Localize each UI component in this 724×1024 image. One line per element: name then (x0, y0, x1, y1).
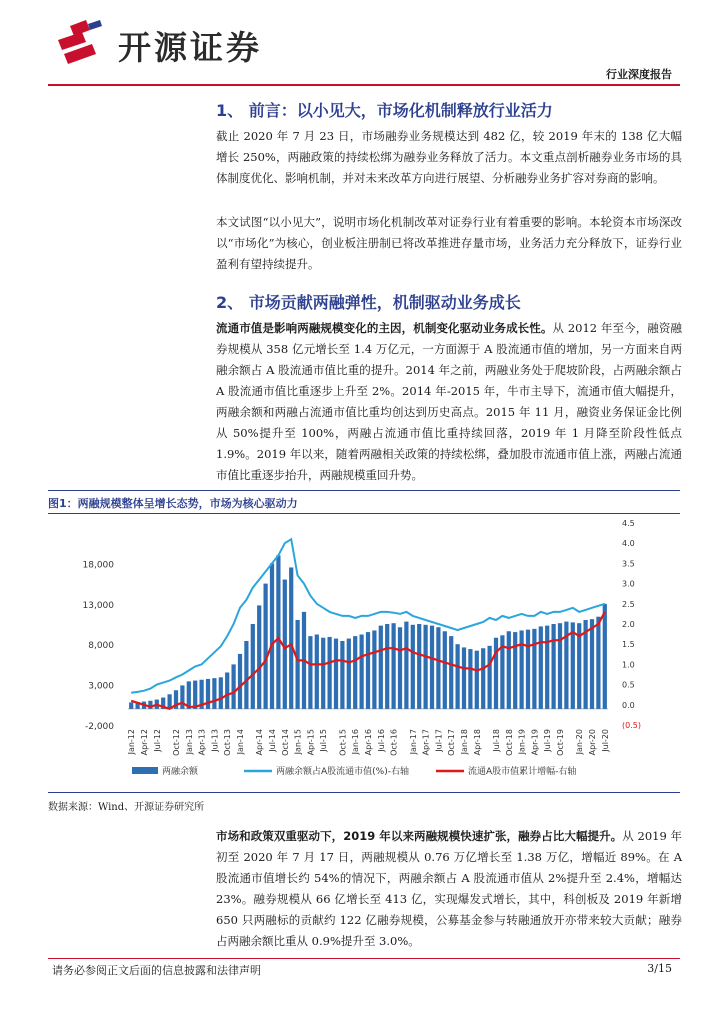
right-axis-tick-label: 1.0 (622, 660, 635, 670)
logo-text: 开源证券 (118, 28, 262, 67)
bar-margin-balance (513, 632, 517, 709)
bar-margin-balance (129, 702, 133, 708)
bar-margin-balance (475, 651, 479, 709)
left-axis-tick-label: 8,000 (88, 641, 114, 652)
x-axis-tick-label: Oct-17 (447, 729, 457, 756)
bar-margin-balance (532, 629, 536, 709)
bar-margin-balance (487, 646, 491, 709)
bar-margin-balance (462, 647, 466, 708)
bar-margin-balance (263, 584, 267, 709)
right-axis-tick-label: 2.5 (622, 599, 635, 609)
bar-margin-balance (545, 626, 549, 709)
right-axis-tick-label: 3.5 (622, 559, 635, 569)
footer-rule (48, 958, 680, 959)
right-axis-tick-label: 4.0 (622, 539, 635, 549)
bar-margin-balance (347, 639, 351, 709)
x-axis-tick-label: Oct-19 (556, 729, 565, 756)
x-axis-tick-label: Apr-16 (364, 729, 373, 756)
bar-margin-balance (411, 625, 415, 709)
x-axis-tick-label: Jul-12 (152, 729, 162, 752)
bar-margin-balance (334, 639, 338, 709)
x-axis-tick-label: Jan-19 (517, 729, 527, 755)
bar-margin-balance (276, 555, 280, 709)
paragraph-4-body: 从 2019 年初至 2020 年 7 月 17 日，两融规模从 0.76 万亿增长至 1.38 万亿，增幅近 89%。在 A 股流通市值增长约 54%的情况下，两融余额占 A 股流通市值从 2%提升至 2.4%，增幅达 23%。融券规模从 66 亿增长至 413 亿，实现爆发式增长，其中，科创板及 2019 年新增 650 只两融标的贡献约 122 亿融券规模，公募基金参与转融通放开亦带来较大贡献；融券占两融余额比重从 0.9%提升至 3.0%。 (216, 829, 682, 948)
bar-margin-balance (379, 626, 383, 709)
x-axis-tick-label: Jul-13 (210, 729, 220, 752)
x-axis-tick-label: Oct-12 (172, 729, 181, 756)
bar-margin-balance (596, 617, 600, 709)
left-axis-tick-label: 3,000 (88, 681, 114, 692)
x-axis-tick-label: Jan-14 (236, 729, 245, 755)
bar-margin-balance (340, 641, 344, 709)
right-axis-tick-label: 4.5 (622, 519, 635, 528)
bar-margin-balance (270, 563, 274, 708)
x-axis-tick-label: Apr-12 (140, 729, 149, 756)
x-axis-tick-label: Jul-19 (543, 729, 553, 752)
bar-margin-balance (468, 649, 472, 709)
paragraph-4-lead: 市场和政策双重驱动下，2019 年以来两融规模快速扩张，融券占比大幅提升。 (216, 829, 623, 843)
x-axis-tick-label: Jul-17 (434, 729, 444, 752)
x-axis-tick-label: Apr-13 (197, 729, 207, 756)
bar-margin-balance (404, 622, 408, 709)
x-axis-tick-label: Oct-14 (280, 729, 290, 756)
bar-margin-balance (455, 644, 459, 709)
bar-margin-balance (193, 681, 197, 709)
right-axis-tick-label: 2.0 (622, 620, 635, 629)
bar-margin-balance (308, 636, 312, 709)
bar-margin-balance (231, 664, 235, 708)
figure-bottom-rule (48, 792, 680, 793)
x-axis-tick-label: Apr-19 (530, 729, 540, 756)
x-axis-tick-label: Jan-17 (408, 729, 418, 755)
bar-margin-balance (327, 637, 331, 709)
bar-margin-balance (507, 631, 511, 709)
x-axis-tick-label: Jul-15 (319, 729, 329, 752)
bar-margin-balance (423, 625, 427, 709)
bar-margin-balance (481, 648, 485, 709)
paragraph-3 (216, 318, 682, 486)
bar-margin-balance (225, 672, 229, 708)
header-rule (48, 84, 680, 86)
paragraph-3-lead: 流通市值是影响两融规模变化的主因，机制变化驱动业务成长性。 (216, 321, 553, 335)
bar-margin-balance (359, 635, 363, 709)
x-axis-tick-label: Jan-15 (293, 729, 303, 755)
legend-swatch-bar (132, 767, 158, 774)
x-axis-tick-label: Jan-12 (127, 729, 137, 755)
bar-margin-balance (180, 685, 184, 708)
left-axis-tick-label: 18,000 (82, 560, 114, 571)
right-axis-tick-label: (0.5) (622, 721, 641, 730)
bar-margin-balance (372, 630, 376, 708)
left-axis-tick-label: 13,000 (82, 600, 114, 611)
bar-margin-balance (519, 630, 523, 708)
bar-margin-balance (244, 641, 248, 709)
bar-margin-balance (385, 624, 389, 709)
figure-source: 数据来源：Wind、开源证券研究所 (48, 802, 205, 813)
x-axis-tick-label: Jul-20 (600, 729, 610, 752)
x-axis-tick-label: Oct-16 (389, 729, 399, 756)
chart (48, 515, 648, 795)
paragraph-4 (216, 826, 682, 952)
bar-margin-balance (238, 654, 242, 709)
x-axis-tick-label: Jul-18 (492, 729, 501, 752)
footer-disclaimer: 请务必参阅正文后面的信息披露和法律声明 (52, 964, 261, 977)
bar-margin-balance (391, 623, 395, 709)
x-axis-tick-label: Oct-13 (223, 729, 233, 756)
bar-margin-balance (289, 567, 293, 708)
x-axis-tick-label: Jan-18 (460, 729, 469, 755)
right-axis-tick-label: 0.5 (622, 680, 635, 690)
bar-margin-balance (436, 627, 440, 709)
left-axis-tick-label: -2,000 (84, 722, 114, 732)
bar-margin-balance (551, 624, 555, 709)
bar-margin-balance (449, 636, 453, 709)
right-axis-tick-label: 1.5 (622, 640, 635, 650)
figure-title: 图1：两融规模整体呈增长态势，市场为核心驱动力 (48, 497, 298, 510)
section-2-title: 2、 市场贡献两融弹性，机制驱动业务成长 (216, 293, 521, 312)
bar-margin-balance (443, 631, 447, 709)
logo-mark-icon (52, 18, 108, 68)
bar-margin-balance (603, 604, 607, 709)
bar-margin-balance (539, 626, 543, 708)
bar-margin-balance (430, 626, 434, 709)
figure-top-rule (48, 490, 680, 491)
bar-margin-balance (571, 622, 575, 708)
x-axis-tick-label: Jul-16 (376, 729, 386, 752)
x-axis-tick-label: Jul-14 (268, 729, 277, 752)
bar-margin-balance (295, 620, 299, 709)
page-number: 3/15 (647, 962, 672, 975)
x-axis-tick-label: Oct-15 (338, 729, 348, 756)
legend-label: 两融余额占A股流通市值(%)-右轴 (276, 767, 409, 777)
paragraph-1: 截止 2020 年 7 月 23 日，市场融券业务规模达到 482 亿，较 2019 年末的 138 亿大幅增长 250%，两融政策的持续松绑为融券业务释放了活力。本文重点剖析融券业务市场的具体制度优化、影响机制，并对未来改革方向进行展望、分析融券业务扩容对券商的影响。 (216, 129, 682, 185)
x-axis-tick-label: Apr-20 (588, 729, 597, 756)
bar-margin-balance (353, 636, 357, 709)
bar-margin-balance (315, 635, 319, 709)
bar-margin-balance (558, 623, 562, 709)
bar-margin-balance (590, 619, 594, 709)
bar-margin-balance (366, 632, 370, 709)
figure-title-rule (48, 513, 680, 514)
paragraph-2: 本文试图“以小见大”，说明市场化机制改革对证券行业有着重要的影响。本轮资本市场深改以“市场化”为核心，创业板注册制已将改革推进存量市场，业务活力充分释放下，证券行业盈利有望持续提升。 (216, 215, 682, 271)
x-axis-tick-label: Apr-18 (472, 729, 482, 756)
x-axis-tick-label: Jan-13 (184, 729, 194, 755)
bar-margin-balance (398, 627, 402, 709)
bar-margin-balance (526, 630, 530, 709)
right-axis-tick-label: 0.0 (622, 700, 635, 710)
section-1-title: 1、 前言：以小见大，市场化机制释放行业活力 (216, 101, 553, 120)
x-axis-tick-label: Apr-14 (255, 729, 265, 756)
bar-margin-balance (219, 677, 223, 709)
bar-margin-balance (494, 638, 498, 709)
x-axis-tick-label: Apr-17 (421, 729, 431, 756)
bar-margin-balance (251, 624, 255, 709)
bar-margin-balance (321, 638, 325, 709)
right-axis-tick-label: 3.0 (622, 579, 635, 589)
x-axis-tick-label: Jan-16 (351, 729, 361, 755)
bar-margin-balance (417, 624, 421, 709)
x-axis-tick-label: Apr-15 (306, 729, 316, 756)
x-axis-tick-label: Jan-20 (575, 729, 585, 755)
report-type-label: 行业深度报告 (606, 68, 672, 81)
legend-label: 流通A股市值累计增幅-右轴 (468, 767, 577, 777)
bar-margin-balance (257, 605, 261, 708)
paragraph-3-body: 从 2012 年至今，融资融券规模从 358 亿元增长至 1.4 万亿元，一方面源于 A 股流通市值的增加，另一方面来自两融余额占 A 股流通市值比重的提升。2014 年之前，两融业务处于爬坡阶段，占两融余额占 A 股流通市值比重逐步上升至 2%。2014 年-2015 年，牛市主导下，流通市值大幅提升，两融余额和两融占流通市值比重均创达到历史高点。2015 年 11 月，融资业务保证金比例从 50%提升至 100%，两融占流通市值比重持续回落，2019 年 1 月降至阶段性低点 1.9%。2019 年以来，随着两融相关政策的持续松绑，叠加股市流通市值上涨，两融占流通市值比重逐步抬升，两融规模重回升势。 (216, 321, 683, 482)
bar-margin-balance (212, 678, 216, 709)
legend-label: 两融余额 (162, 767, 199, 777)
x-axis-tick-label: Oct-18 (504, 729, 514, 756)
